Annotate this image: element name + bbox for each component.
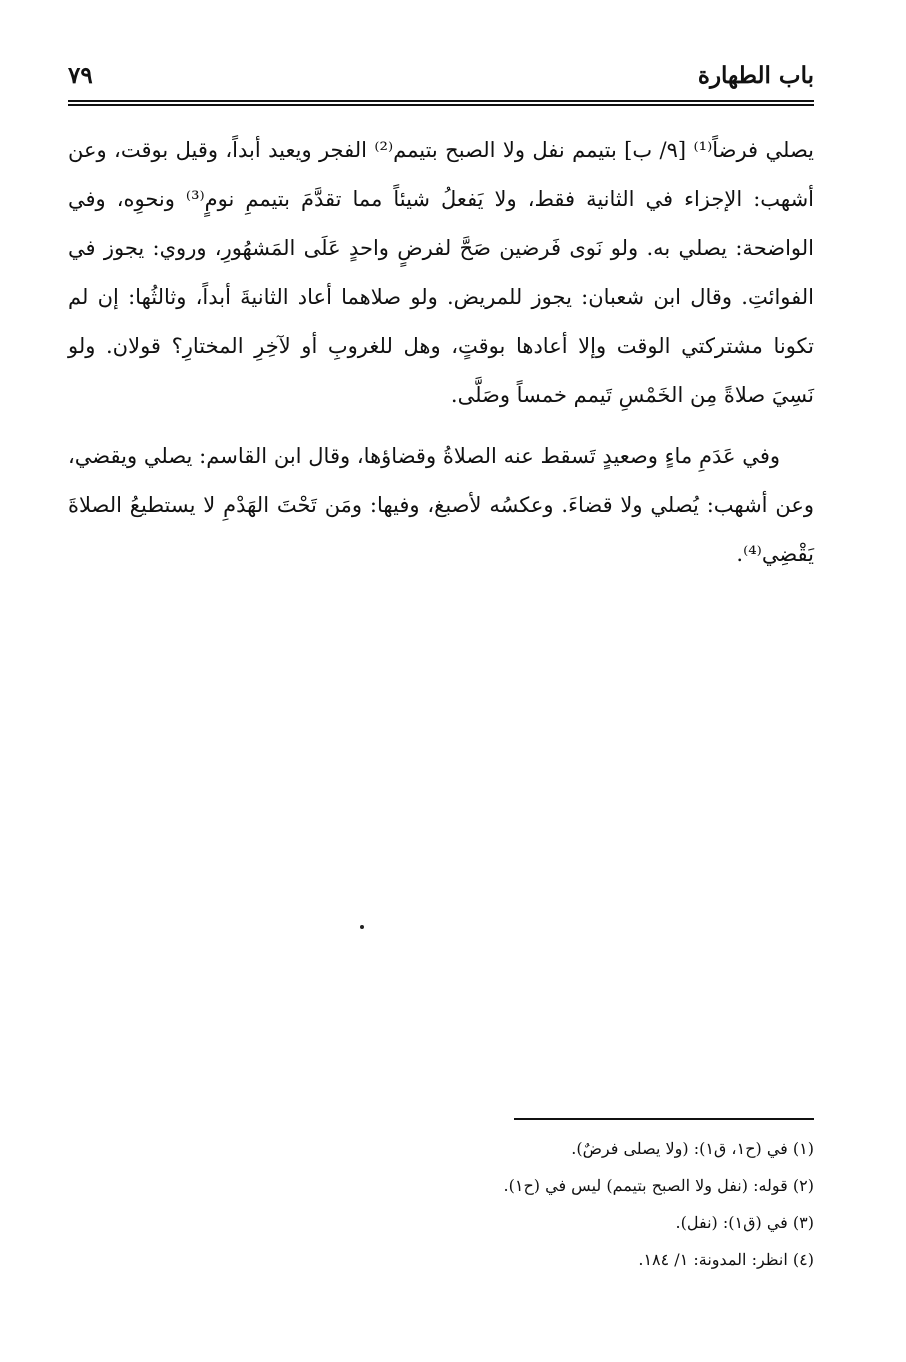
footnote-2: (٢) قوله: (نفل ولا الصبح بتيمم) ليس في (ح١). xyxy=(503,1176,814,1195)
main-text xyxy=(68,126,814,579)
footnote-divider xyxy=(514,1118,814,1120)
page-header xyxy=(68,55,814,95)
paragraph-1: يصلي فرضاً⁽¹⁾ [٩/ ب] بتيمم نفل ولا الصبح بتيمم⁽²⁾ الفجر ويعيد أبداً، وقيل بوقت، وعن أشهب: الإجزاء في الثانية فقط، ولا يَفعلُ شيئاً مما تقدَّمَ بتيممِ نومٍ⁽³⁾ ونحوِه، وفي الواضحة: يصلي به. ولو نَوى فَرضين صَحَّ لفرضٍ واحدٍ عَلَى المَشهُورِ، وروي: يجوز في الفوائتِ. وقال ابن شعبان: يجوز للمريض. ولو صلاهما أعاد الثانيةَ أبداً، وثالثُها: إن لم تكونا مشتركتي الوقت وإلا أعادها بوقتٍ، وهل للغروبِ أو لآخِرِ المختارِ؟ قولان. ولو نَسِيَ صلاةً مِن الخَمْسِ تَيمم خمساً وصَلَّى. xyxy=(68,138,814,407)
print-speck xyxy=(360,925,364,929)
footnotes xyxy=(68,1130,814,1278)
footnote-3: (٣) في (ق١): (نفل). xyxy=(675,1213,814,1232)
paragraph-2: وفي عَدَمِ ماءٍ وصعيدٍ تَسقط عنه الصلاةُ وقضاؤها، وقال ابن القاسم: يصلي ويقضي، وعن أشهب: يُصلي ولا قضاءَ. وعكسُه لأصبغ، وفيها: ومَن تَحْتَ الهَدْمِ لا يستطيعُ الصلاةَ يَقْضِي⁽⁴⁾. xyxy=(68,444,814,566)
footnote-4: (٤) انظر: المدونة: ١/ ١٨٤. xyxy=(638,1250,814,1269)
footnote-1: (١) في (ح١، ق١): (ولا يصلى فرضٌ). xyxy=(571,1139,814,1158)
chapter-title: باب الطهارة xyxy=(697,61,814,89)
page-number: ٧٩ xyxy=(68,61,93,89)
header-double-rule xyxy=(68,100,814,106)
